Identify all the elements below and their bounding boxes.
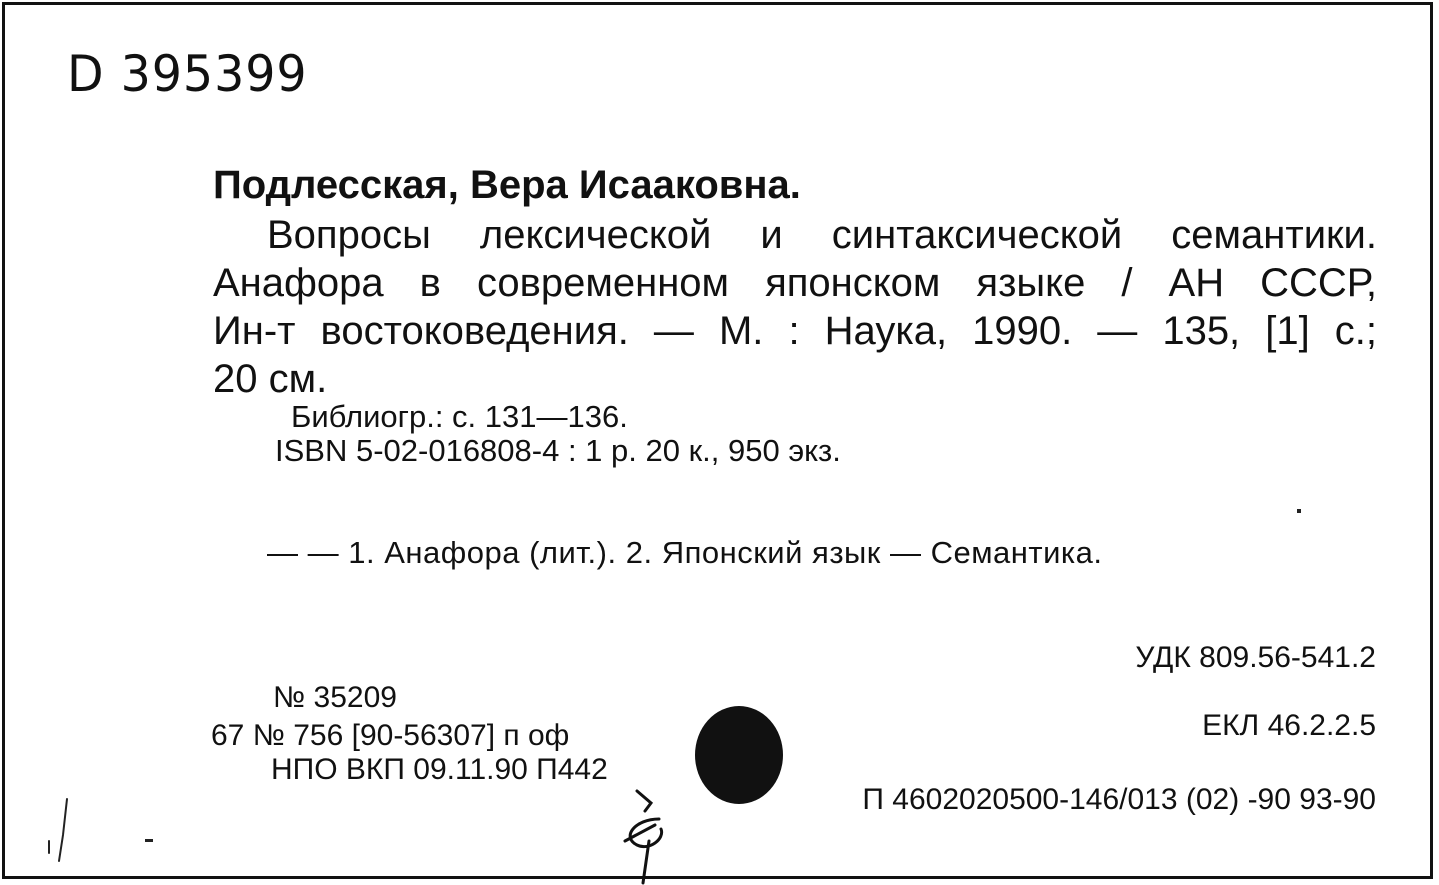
handwritten-mark-icon — [615, 785, 685, 885]
stray-dot — [1297, 509, 1301, 513]
catalog-code: П 4602020500-146/013 (02) -90 93-90 — [862, 783, 1376, 816]
order-line: 67 № 756 [90-56307] п оф — [211, 719, 570, 752]
description-line-4: 20 см. — [213, 357, 328, 401]
stray-mark — [145, 839, 153, 842]
ekl-code: ЕКЛ 46.2.2.5 — [1202, 709, 1376, 742]
udc-code: УДК 809.56-541.2 — [1135, 641, 1376, 674]
punch-dot — [695, 706, 783, 804]
description-line-3: Ин-т востоковедения. — М. : Наука, 1990. — 135, [1] с.; — [213, 309, 1377, 353]
catalog-card — [2, 2, 1433, 879]
shelfmark: D 395399 — [67, 45, 308, 103]
record-number: № 35209 — [273, 681, 397, 714]
subject-headings: — — 1. Анафора (лит.). 2. Японский язык — Семантика. — [267, 535, 1103, 570]
isbn-line: ISBN 5-02-016808-4 : 1 р. 20 к., 950 экз. — [275, 433, 841, 468]
description-line-1: Вопросы лексической и синтаксической семантики. — [267, 213, 1377, 257]
pencil-mark-icon — [41, 795, 81, 865]
description-line-2: Анафора в современном японском языке / АН СССР, — [213, 261, 1377, 305]
bibliography-note: Библиогр.: с. 131—136. — [291, 399, 628, 434]
printer-line: НПО ВКП 09.11.90 П442 — [271, 753, 608, 786]
author-heading: Подлесская, Вера Исааковна. — [213, 163, 801, 207]
